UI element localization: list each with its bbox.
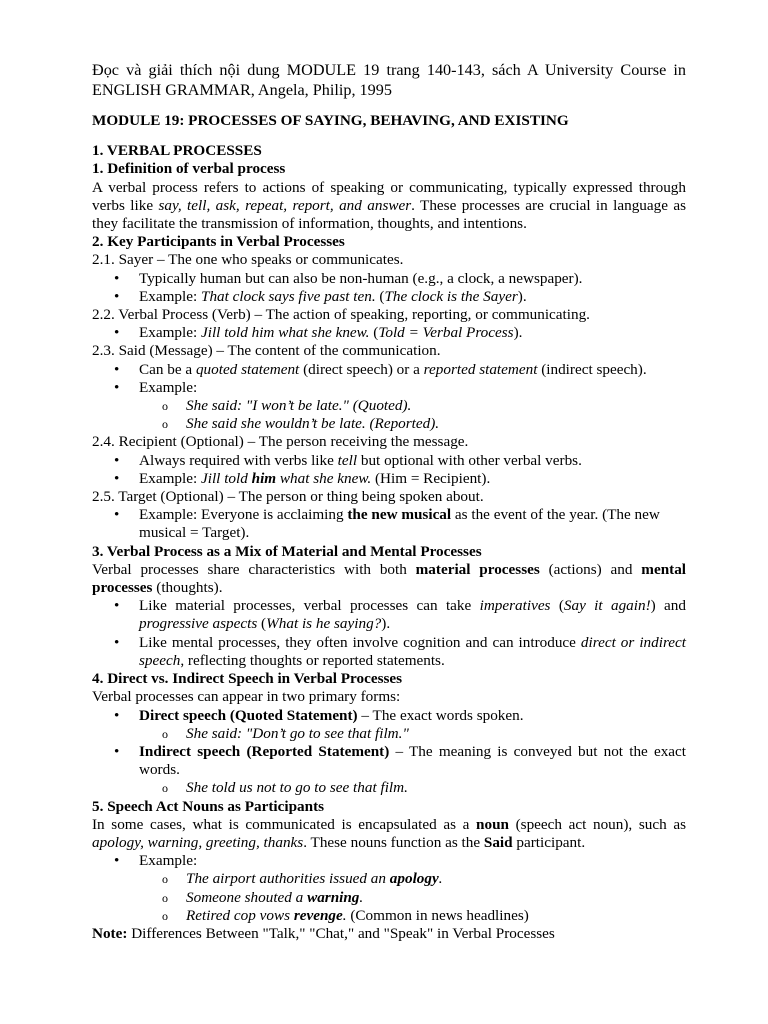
said-sublist xyxy=(139,397,686,433)
section-1-subheading: 1. Definition of verbal process xyxy=(92,160,286,178)
section-3-heading: 3. Verbal Process as a Mix of Material and Mental Processes xyxy=(92,542,482,560)
list-item: • Example: Jill told him what she knew. (Him = Recipient). xyxy=(92,470,686,488)
sayer-line: 2.1. Sayer – The one who speaks or communicates. xyxy=(92,251,404,269)
section-5-list xyxy=(92,852,686,925)
list-item: • Example: Everyone is acclaiming the new musical as the event of the year. (The new musical = Target). xyxy=(92,506,686,542)
verbal-process-line: 2.2. Verbal Process (Verb) – The action of speaking, reporting, or communicating. xyxy=(92,306,590,324)
section-3-list xyxy=(92,597,686,670)
target-list xyxy=(92,506,686,542)
note-line: Note: Differences Between "Talk," "Chat," and "Speak" in Verbal Processes xyxy=(92,924,555,942)
section-4-paragraph: Verbal processes can appear in two primary forms: xyxy=(92,688,401,706)
list-item: • Example: Jill told him what she knew. (Told = Verbal Process). xyxy=(92,324,686,342)
speech-act-sublist xyxy=(139,870,686,925)
list-item: • Like material processes, verbal processes can take imperatives (Say it again!) and progressive aspects (What is he saying?). xyxy=(92,597,686,633)
target-line: 2.5. Target (Optional) – The person or thing being spoken about. xyxy=(92,488,484,506)
sayer-list xyxy=(92,270,686,306)
direct-speech-sublist xyxy=(139,725,686,743)
sub-list-item: o She said: "I won’t be late." (Quoted). xyxy=(92,397,686,415)
section-4-heading: 4. Direct vs. Indirect Speech in Verbal Processes xyxy=(92,670,403,688)
list-item: • Example: o She said: "I won’t be late." (Quoted). o She said she wouldn’t be late. (Reported). xyxy=(92,379,686,434)
section-5-paragraph: In some cases, what is communicated is encapsulated as a noun (speech act noun), such as apology, warning, greeting, thanks. These nouns function as the Said participant. xyxy=(92,815,686,851)
list-item: • Direct speech (Quoted Statement) – The exact words spoken. o She said: "Don’t go to see that film." xyxy=(92,707,686,743)
indirect-speech-sublist xyxy=(139,779,686,797)
sub-list-item: o The airport authorities issued an apology. xyxy=(92,870,686,888)
section-4-list xyxy=(92,707,686,798)
list-item: • Example: o The airport authorities issued an apology. o Someone shouted a warning. o Retired cop vows revenge. (Common in news headlines) xyxy=(92,852,686,925)
recipient-line: 2.4. Recipient (Optional) – The person receiving the message. xyxy=(92,433,469,451)
list-item: • Example: That clock says five past ten. (The clock is the Sayer). xyxy=(92,288,686,306)
document-page xyxy=(92,60,686,943)
list-item: • Like mental processes, they often involve cognition and can introduce direct or indirect speech, reflecting thoughts or reported statements. xyxy=(92,634,686,670)
intro-paragraph: Đọc và giải thích nội dung MODULE 19 trang 140-143, sách A University Course in ENGLISH GRAMMAR, Angela, Philip, 1995 xyxy=(92,61,686,99)
said-list xyxy=(92,361,686,434)
definition-paragraph: A verbal process refers to actions of speaking or communicating, typically expressed through verbs like say, tell, ask, repeat, report, and answer. These processes are crucial in language as they facilitate the transmission of information, thoughts, and intentions. xyxy=(92,178,686,233)
recipient-list xyxy=(92,452,686,488)
list-item: • Can be a quoted statement (direct speech) or a reported statement (indirect speech). xyxy=(92,361,686,379)
sub-list-item: o Retired cop vows revenge. (Common in news headlines) xyxy=(92,907,686,925)
module-title: MODULE 19: PROCESSES OF SAYING, BEHAVING, AND EXISTING xyxy=(92,112,569,129)
list-item: • Typically human but can also be non-human (e.g., a clock, a newspaper). xyxy=(92,270,686,288)
list-item: • Indirect speech (Reported Statement) – The meaning is conveyed but not the exact words. o She told us not to go to see that film. xyxy=(92,743,686,798)
section-3-paragraph: Verbal processes share characteristics with both material processes (actions) and mental processes (thoughts). xyxy=(92,560,687,597)
verb-list xyxy=(92,324,686,342)
sub-list-item: o She said she wouldn’t be late. (Reported). xyxy=(92,415,686,433)
sub-list-item: o She told us not to go to see that film. xyxy=(92,779,686,797)
sub-list-item: o Someone shouted a warning. xyxy=(92,889,686,907)
section-5-heading: 5. Speech Act Nouns as Participants xyxy=(92,797,325,815)
section-1-heading: 1. VERBAL PROCESSES xyxy=(92,142,262,160)
said-line: 2.3. Said (Message) – The content of the communication. xyxy=(92,342,441,360)
sub-list-item: o She said: "Don’t go to see that film." xyxy=(92,725,686,743)
list-item: • Always required with verbs like tell but optional with other verbal verbs. xyxy=(92,452,686,470)
section-2-heading: 2. Key Participants in Verbal Processes xyxy=(92,233,345,251)
